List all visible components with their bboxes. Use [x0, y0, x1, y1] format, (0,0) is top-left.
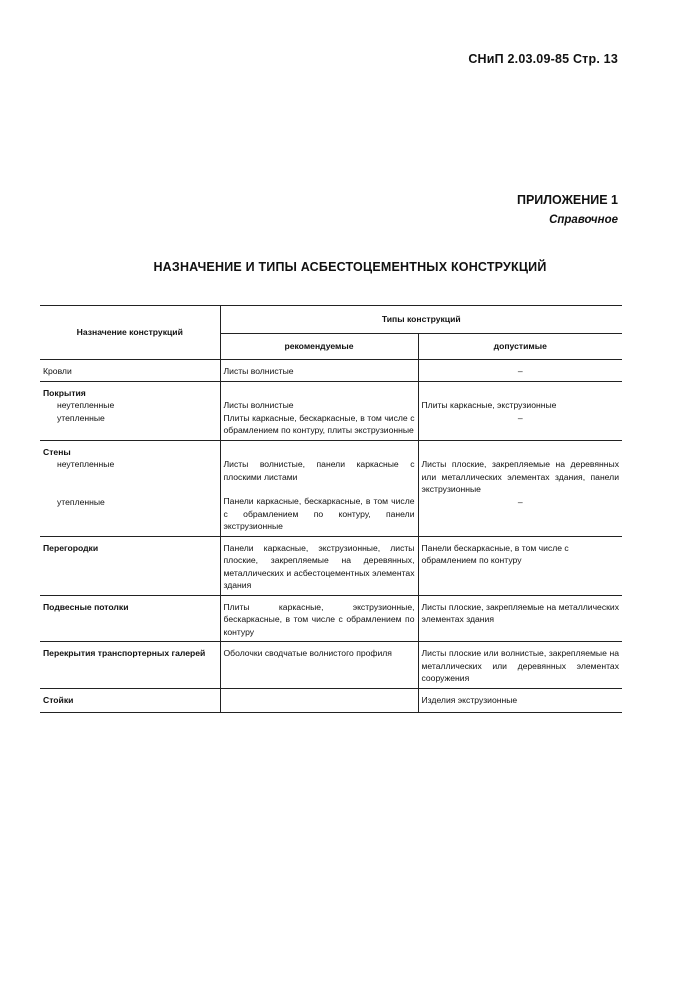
row-label-coverings-uninsulated: неутепленные — [57, 400, 115, 410]
row-label-ceilings: Подвесные потолки — [40, 595, 220, 642]
row-label-galleries: Перекрытия транспортерных галерей — [40, 642, 220, 689]
table-row-partitions — [40, 536, 622, 595]
page-header: СНиП 2.03.09-85 Стр. 13 — [468, 52, 618, 66]
header-types: Типы конструкций — [220, 306, 622, 334]
header-recommended: рекомендуемые — [220, 334, 418, 360]
cell-coverings-uninsulated-recommended: Листы волнистые — [223, 400, 294, 410]
cell-walls-recommended — [220, 440, 418, 536]
cell-ceilings-allowed: Листы плоские, закрепляемые на металлических элементах здания — [418, 595, 622, 642]
cell-roofs-recommended: Листы волнистые — [220, 360, 418, 382]
cell-walls-uninsulated-allowed: Листы плоские, закрепляемые на деревянных или металлических элементах здания, панели экструзионные — [421, 459, 619, 494]
cell-posts-allowed: Изделия экструзионные — [418, 688, 622, 712]
page-title: НАЗНАЧЕНИЕ И ТИПЫ АСБЕСТОЦЕМЕНТНЫХ КОНСТРУКЦИЙ — [153, 260, 547, 274]
cell-coverings-insulated-recommended: Плиты каркасные, бескаркасные, в том числе с обрамлением по контуру, плиты экструзионные — [223, 412, 415, 435]
table-row-walls — [40, 440, 622, 536]
cell-walls-insulated-allowed: – — [517, 496, 523, 507]
row-label-coverings-insulated: утепленные — [57, 412, 105, 423]
row-label-walls-cell — [40, 440, 220, 536]
cell-ceilings-recommended: Плиты каркасные, экструзионные, бескаркасные, в том числе с обрамлением по контуру — [220, 595, 418, 642]
row-label-coverings: Покрытия — [43, 387, 86, 398]
cell-galleries-recommended: Оболочки сводчатые волнистого профиля — [220, 642, 418, 689]
cell-coverings-recommended — [220, 381, 418, 440]
cell-posts-recommended — [220, 688, 418, 712]
cell-galleries-allowed: Листы плоские или волнистые, закрепляемые на металлических или деревянных элементах сооружения — [418, 642, 622, 689]
appendix-block — [517, 190, 618, 230]
cell-walls-insulated-recommended: Панели каркасные, бескаркасные, в том числе с обрамлением по контуру, панели экструзионные — [223, 496, 415, 531]
cell-partitions-allowed: Панели бескаркасные, в том числе с обрамлением по контуру — [418, 536, 622, 595]
row-label-coverings-cell — [40, 381, 220, 440]
cell-coverings-uninsulated-allowed: Плиты каркасные, экструзионные — [421, 400, 557, 410]
cell-roofs-allowed — [418, 360, 622, 382]
table-row-coverings — [40, 381, 622, 440]
row-label-roofs: Кровли — [40, 360, 220, 382]
header-allowed: допустимые — [418, 334, 622, 360]
appendix-label: ПРИЛОЖЕНИЕ 1 — [516, 193, 618, 207]
row-label-posts: Стойки — [40, 688, 220, 712]
cell-coverings-allowed — [418, 381, 622, 440]
construction-types-table — [40, 305, 622, 713]
table-row-posts — [40, 688, 622, 712]
cell-walls-uninsulated-recommended: Листы волнистые, панели каркасные с плоскими листами — [223, 459, 415, 482]
cell-walls-allowed — [418, 440, 622, 536]
cell-roofs-allowed-text: – — [517, 366, 523, 376]
cell-coverings-insulated-allowed: – — [517, 412, 523, 423]
row-label-walls: Стены — [43, 446, 71, 457]
row-label-walls-uninsulated: неутепленные — [57, 459, 115, 469]
table-row-galleries — [40, 642, 622, 689]
row-label-walls-insulated: утепленные — [57, 496, 105, 507]
table-row-ceilings — [40, 595, 622, 642]
cell-partitions-recommended: Панели каркасные, экструзионные, листы плоские, закрепляемые на деревянных, металлических и асбестоцементных элементах здания — [220, 536, 418, 595]
appendix-sublabel: Справочное — [549, 214, 618, 226]
header-purpose: Назначение конструкций — [40, 306, 220, 360]
row-label-partitions: Перегородки — [40, 536, 220, 595]
table-row-roofs — [40, 360, 622, 382]
